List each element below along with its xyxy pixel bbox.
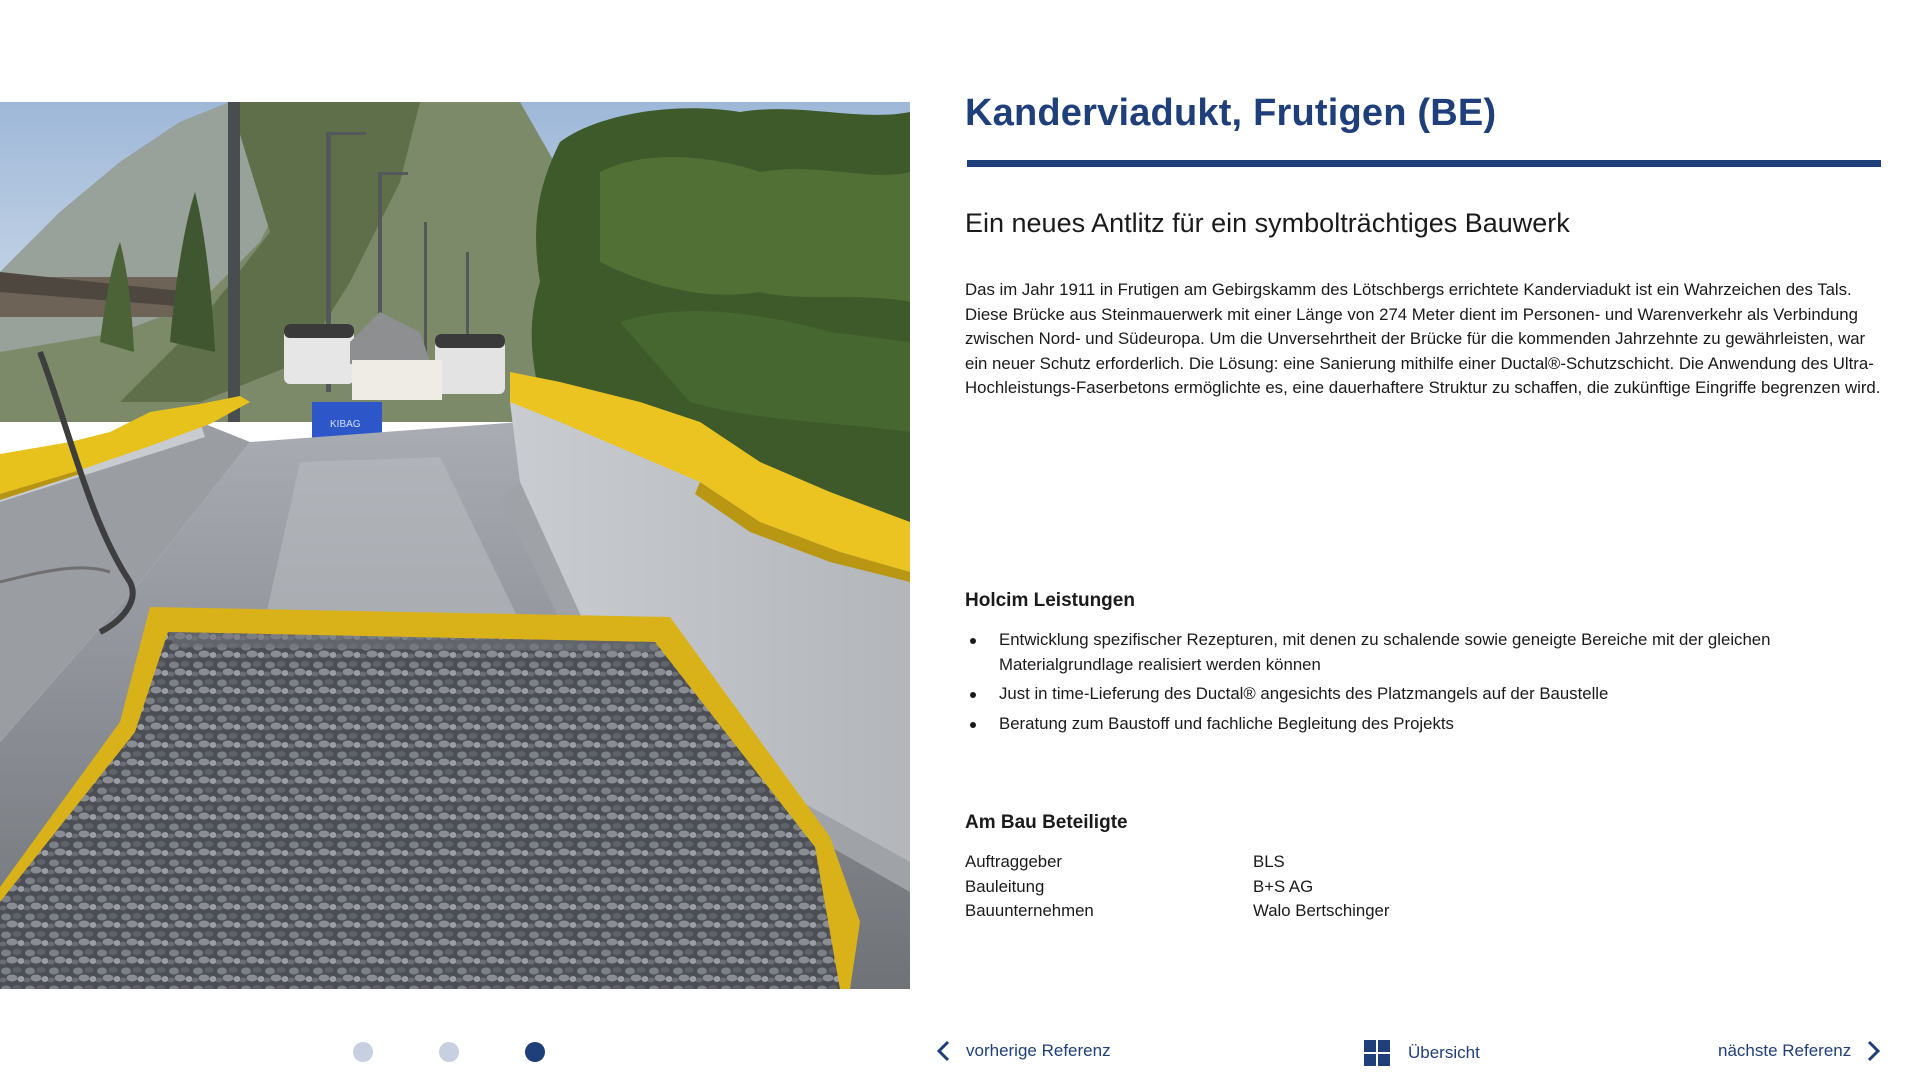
list-item	[965, 712, 1881, 737]
project-photo	[0, 102, 910, 989]
participant-name: BLS	[1253, 852, 1285, 871]
participant-role: Bauunternehmen	[965, 901, 1094, 920]
chevron-left-icon	[936, 1040, 952, 1062]
service-text: Just in time-Lieferung des Ductal® angesichts des Platzmangels auf der Baustelle	[999, 684, 1609, 703]
pagination-dot-3[interactable]	[525, 1042, 545, 1062]
participant-name: Walo Bertschinger	[1253, 901, 1390, 920]
pagination-dot-1[interactable]	[353, 1042, 373, 1062]
previous-reference-link[interactable]	[936, 1040, 1111, 1062]
service-text: Beratung zum Baustoff und fachliche Begleitung des Projekts	[999, 713, 1454, 733]
overview-label: Übersicht	[1408, 1043, 1480, 1062]
participant-role: Auftraggeber	[965, 852, 1063, 871]
grid-icon	[1364, 1040, 1390, 1066]
tub-label: KIBAG	[330, 419, 361, 430]
list-item	[965, 628, 1881, 677]
participants-table	[965, 850, 1389, 924]
next-reference-label: nächste Referenz	[1718, 1041, 1852, 1060]
pagination-dot-2[interactable]	[439, 1042, 459, 1062]
bullet-icon	[970, 722, 976, 728]
bullet-icon	[970, 638, 976, 644]
list-item	[965, 682, 1881, 707]
table-row	[965, 850, 1389, 875]
participant-role: Bauleitung	[965, 876, 1045, 896]
next-reference-link[interactable]	[1718, 1040, 1881, 1062]
title-divider	[967, 160, 1881, 167]
page-subtitle: Ein neues Antlitz für ein symbolträchtiges Bauwerk	[965, 208, 1570, 238]
intro-paragraph: Das im Jahr 1911 in Frutigen am Gebirgskamm des Lötschbergs errichtete Kanderviadukt ist ein Wahrzeichen des Tals. Diese Brücke aus Steinmauerwerk mit einer Länge von 274 Meter dient im Personen- und Warenverkehr als Verbindung zwischen Nord- und Südeuropa. Um die Unversehrtheit der Brücke für die kommenden Jahrzehnte zu gewährleisten, war ein neuer Schutz erforderlich. Die Lösung: eine Sanierung mithilfe einer Ductal®-Schutzschicht. Die Anwendung des Ultra-Hochleistungs-Faserbetons ermöglichte es, eine dauerhaftere Struktur zu schaffen, die zukünftige Eingriffe begrenzen wird.	[965, 280, 1881, 397]
participant-name: B+S AG	[1253, 876, 1314, 896]
table-row	[965, 899, 1389, 924]
table-row	[965, 875, 1389, 900]
services-heading: Holcim Leistungen	[965, 590, 1135, 611]
viaduct-construction-image	[0, 102, 910, 989]
bullet-icon	[970, 692, 976, 698]
chevron-right-icon	[1865, 1040, 1881, 1062]
page-title: Kanderviadukt, Frutigen (BE)	[965, 92, 1497, 134]
service-text: Entwicklung spezifischer Rezepturen, mit denen zu schalende sowie geneigte Bereiche mit der gleichen Materialgrundlage realisiert werden können	[999, 630, 1771, 674]
services-list	[965, 628, 1881, 741]
previous-reference-label: vorherige Referenz	[966, 1041, 1111, 1060]
participants-heading: Am Bau Beteiligte	[965, 812, 1128, 833]
image-pagination	[0, 1042, 600, 1064]
overview-link[interactable]	[1364, 1040, 1480, 1066]
